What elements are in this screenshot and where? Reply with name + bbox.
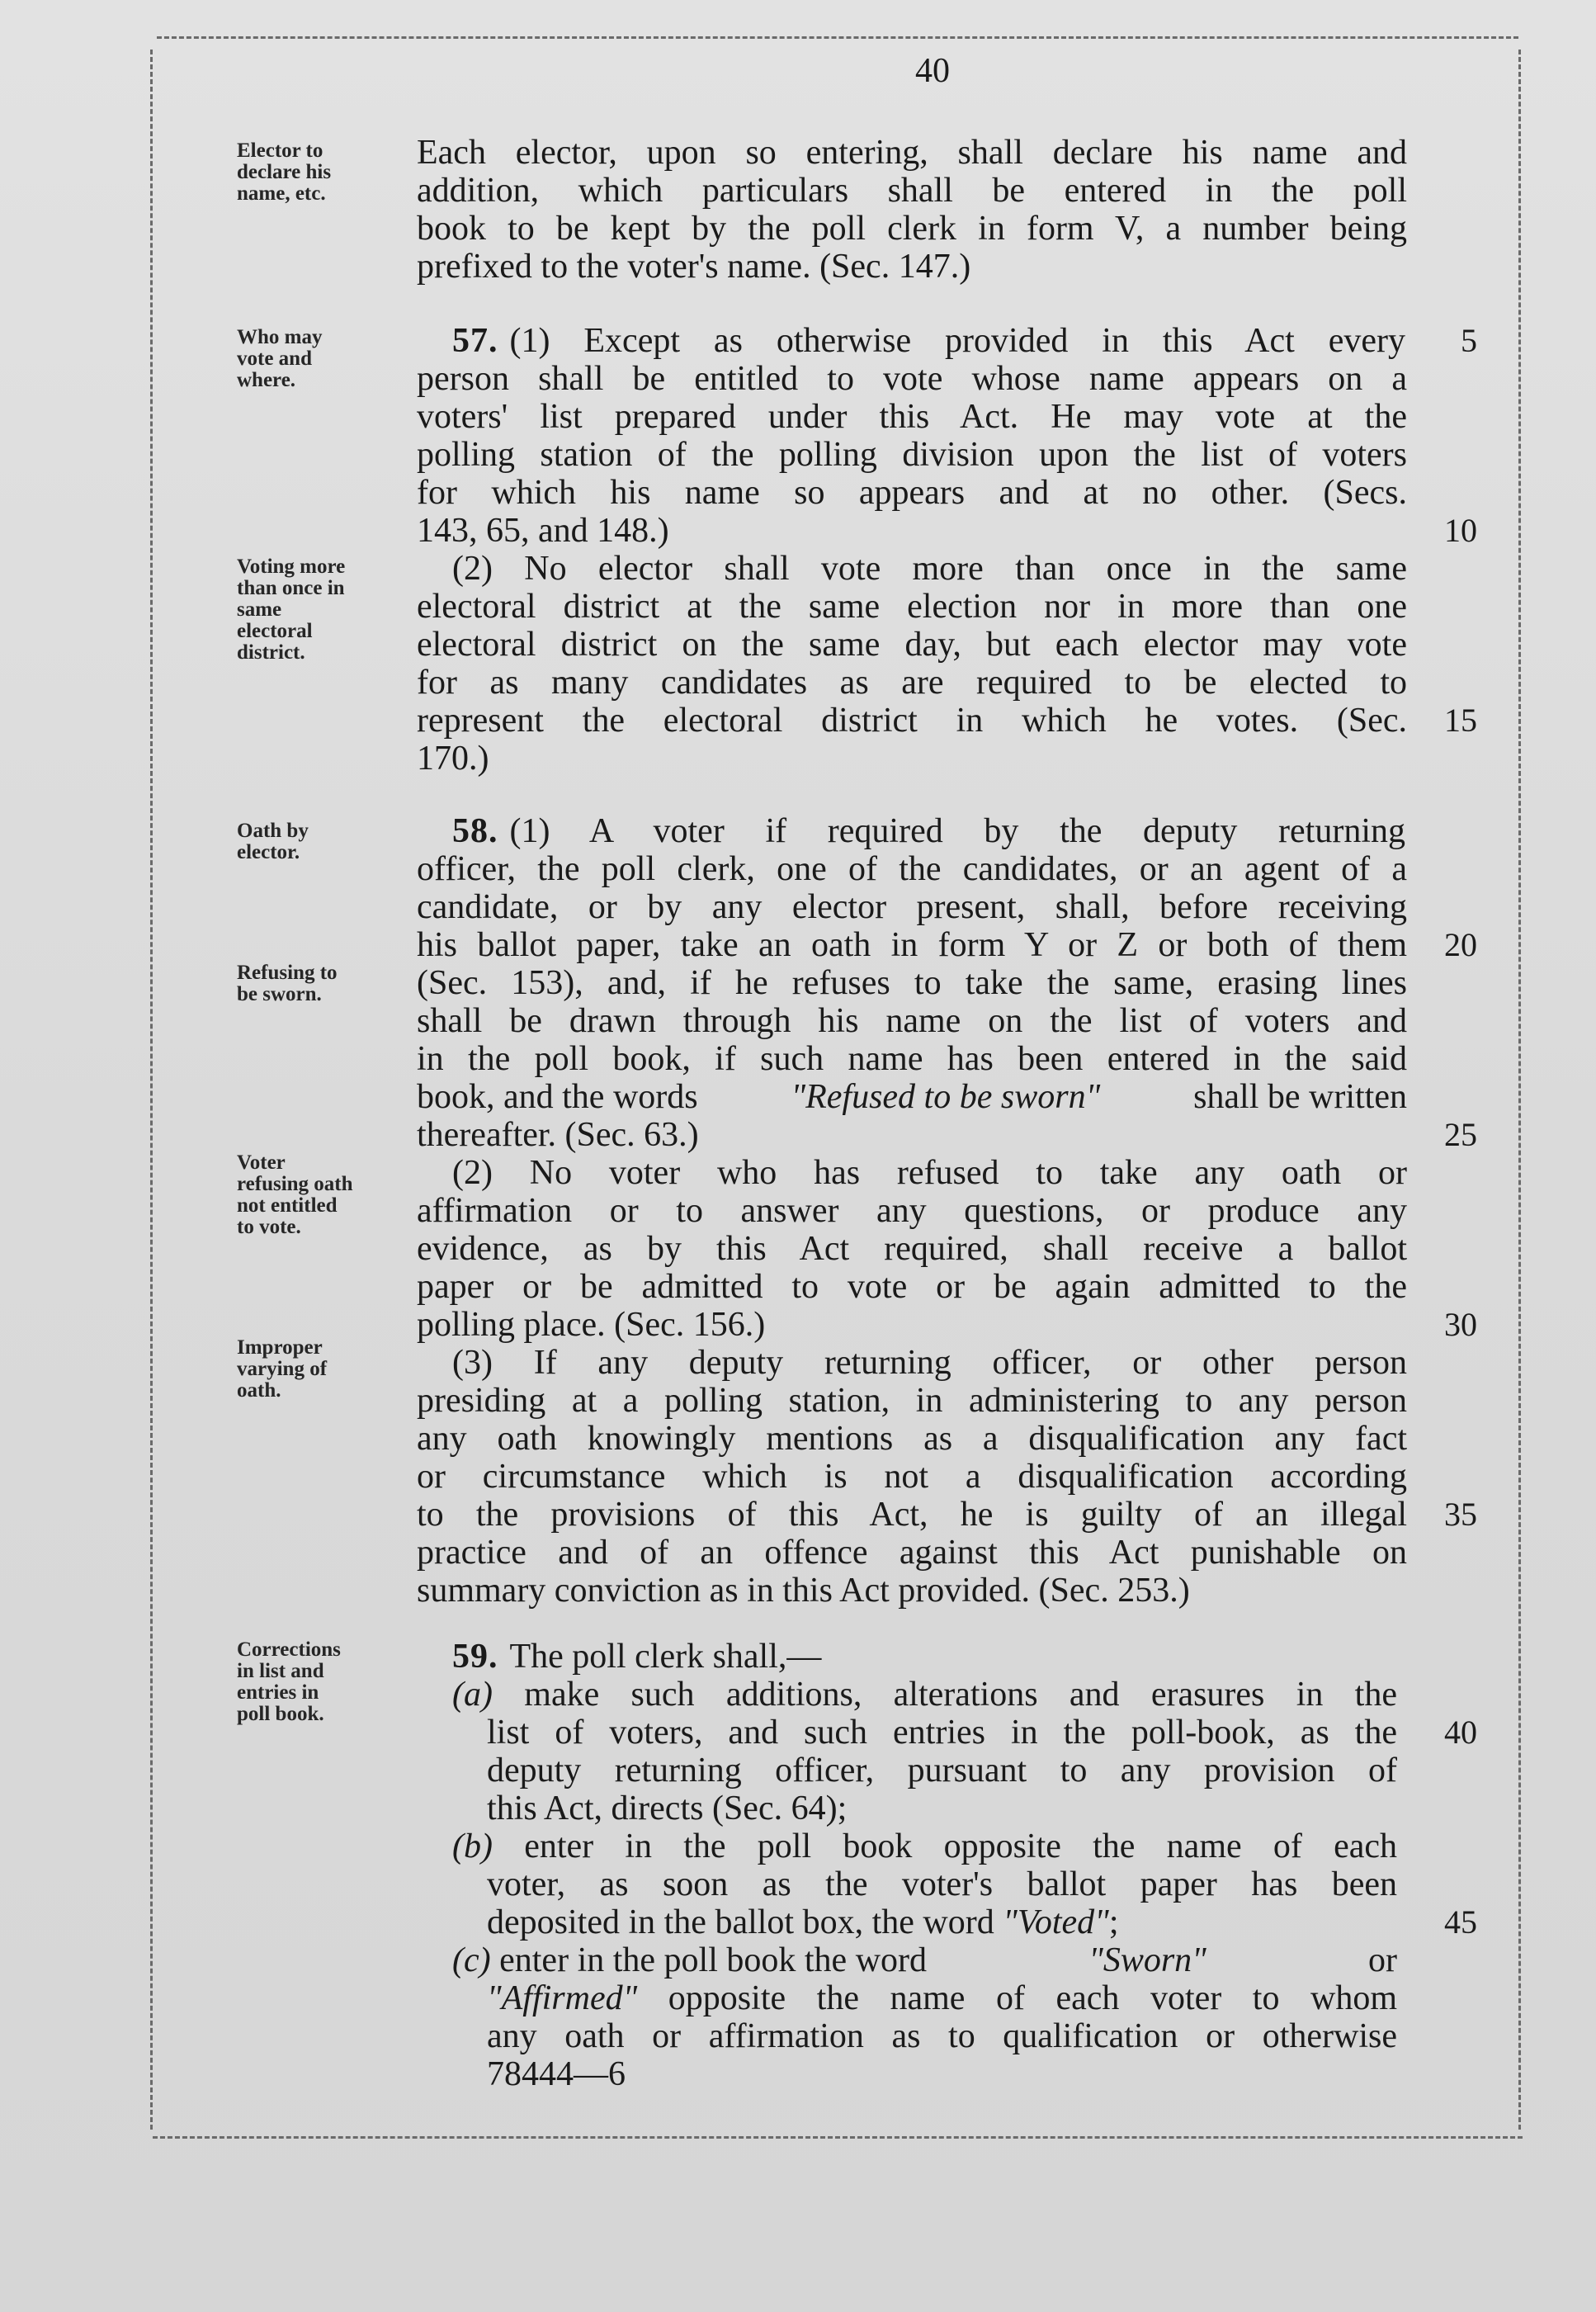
line-number-40: 40 — [1444, 1714, 1477, 1751]
body-line: voters' list prepared under this Act. He may vote at the — [417, 398, 1407, 436]
body-line: polling place. (Sec. 156.) — [417, 1306, 766, 1344]
body-text-segment — [452, 1941, 936, 1979]
body-line: practice and of an offence against this Act punishable on — [417, 1534, 1407, 1572]
section-58-heading-line — [452, 812, 1405, 850]
page-border-left — [150, 50, 153, 2130]
body-line: this Act, directs (Sec. 64); — [487, 1790, 848, 1827]
body-line: polling station of the polling division upon the list of voters — [417, 436, 1407, 474]
body-line: or circumstance which is not a disqualification according — [417, 1458, 1407, 1496]
body-line: book to be kept by the poll clerk in form V, a number being — [417, 210, 1407, 248]
body-line: (2) No voter who has refused to take any oath or — [452, 1154, 1407, 1192]
body-line: (Sec. 153), and, if he refuses to take the same, erasing lines — [417, 964, 1407, 1002]
body-line: his ballot paper, take an oath in form Y or Z or both of them — [417, 926, 1407, 964]
voted-phrase: "Voted" — [1003, 1903, 1109, 1941]
body-line: affirmation or to answer any questions, or produce any — [417, 1192, 1407, 1230]
line-number-5: 5 — [1461, 322, 1477, 359]
body-line: officer, the poll clerk, one of the candidates, or an agent of a — [417, 850, 1407, 888]
line-number-25: 25 — [1444, 1116, 1477, 1153]
body-line: represent the electoral district in which he votes. (Sec. — [417, 702, 1407, 740]
paragraph-b-line — [452, 1827, 1397, 1865]
body-line: presiding at a polling station, in administering to any person — [417, 1382, 1407, 1420]
body-line: voter, as soon as the voter's ballot paper has been — [487, 1865, 1397, 1903]
body-line: person shall be entitled to vote whose name appears on a — [417, 360, 1407, 398]
body-line: candidate, or by any elector present, shall, before receiving — [417, 888, 1407, 926]
body-line — [487, 1979, 1397, 2017]
body-line: summary conviction as in this Act provided. (Sec. 253.) — [417, 1572, 1190, 1610]
paragraph-label-a: (a) — [452, 1676, 493, 1714]
sworn-phrase: "Sworn" — [1088, 1941, 1206, 1979]
body-text-segment: opposite the name of each voter to whom — [637, 1979, 1397, 2017]
body-line: list of voters, and such entries in the poll-book, as the — [487, 1714, 1397, 1752]
line-number-10: 10 — [1444, 512, 1477, 549]
body-text-segment: ; — [1108, 1903, 1119, 1941]
margin-note-oath-by-elector: Oath by elector. — [237, 820, 309, 863]
body-line: 170.) — [417, 740, 489, 778]
line-number-35: 35 — [1444, 1496, 1477, 1533]
body-line: deputy returning officer, pursuant to any provision of — [487, 1752, 1397, 1790]
print-signature: 78444—6 — [487, 2055, 626, 2093]
page-number: 40 — [915, 52, 950, 90]
margin-note-voter-refusing-oath: Voter refusing oath not entitled to vote. — [237, 1151, 353, 1238]
body-line: for as many candidates as are required to be elected to — [417, 664, 1407, 702]
margin-note-voting-more-than-once: Voting more than once in same electoral district. — [237, 556, 346, 664]
margin-note-corrections: Corrections in list and entries in poll book. — [237, 1638, 341, 1725]
body-line: Each elector, upon so entering, shall declare his name and — [417, 134, 1407, 172]
body-text-segment: deposited in the ballot box, the word — [487, 1903, 1003, 1941]
body-line — [487, 1903, 1397, 1941]
body-line: prefixed to the voter's name. (Sec. 147.) — [417, 248, 971, 286]
section-number-59: 59. — [452, 1638, 498, 1676]
body-line: electoral district on the same day, but each elector may vote — [417, 626, 1407, 664]
body-line: make such additions, alterations and erasures in the — [492, 1676, 1397, 1714]
body-line: The poll clerk shall,— — [509, 1638, 822, 1676]
body-line: in the poll book, if such name has been entered in the said — [417, 1040, 1407, 1078]
body-text-segment: shall be written — [1193, 1078, 1407, 1116]
margin-note-improper-varying: Improper varying of oath. — [237, 1336, 328, 1402]
body-line: electoral district at the same election nor in more than one — [417, 588, 1407, 626]
body-line: any oath or affirmation as to qualification or otherwise — [487, 2017, 1397, 2055]
paragraph-label-b: (b) — [452, 1827, 493, 1865]
body-line: (3) If any deputy returning officer, or other person — [452, 1344, 1407, 1382]
line-number-30: 30 — [1444, 1306, 1477, 1343]
section-number-58: 58. — [452, 812, 498, 850]
affirmed-phrase: "Affirmed" — [487, 1979, 638, 2017]
page-border-right — [1518, 50, 1521, 2130]
body-line: any oath knowingly mentions as a disqualification any fact — [417, 1420, 1407, 1458]
line-number-20: 20 — [1444, 926, 1477, 963]
margin-note-refusing-sworn: Refusing to be sworn. — [237, 962, 338, 1005]
body-line: paper or be admitted to vote or be again admitted to the — [417, 1268, 1407, 1306]
body-line: for which his name so appears and at no other. (Secs. — [417, 474, 1407, 512]
section-57-heading-line — [452, 322, 1405, 360]
body-line: shall be drawn through his name on the list of voters and — [417, 1002, 1407, 1040]
body-line: addition, which particulars shall be entered in the poll — [417, 172, 1407, 210]
body-text-segment: book, and the words — [417, 1078, 698, 1116]
line-number-45: 45 — [1444, 1903, 1477, 1941]
section-number-57: 57. — [452, 322, 498, 360]
body-line — [417, 1078, 1407, 1116]
line-number-15: 15 — [1444, 702, 1477, 739]
page-border-bottom — [153, 2136, 1523, 2139]
body-line: evidence, as by this Act required, shall receive a ballot — [417, 1230, 1407, 1268]
body-line: (1) Except as otherwise provided in this Act every — [509, 322, 1405, 360]
body-line: thereafter. (Sec. 63.) — [417, 1116, 699, 1154]
body-text-segment: or — [1359, 1941, 1397, 1979]
margin-note-who-may-vote: Who may vote and where. — [237, 326, 323, 391]
page-border-top — [157, 36, 1518, 39]
paragraph-label-c: (c) — [452, 1941, 491, 1979]
body-text-segment: enter in the poll book the word — [490, 1941, 936, 1979]
refused-to-be-sworn-phrase: "Refused to be sworn" — [791, 1078, 1101, 1116]
paragraph-a-line — [452, 1676, 1397, 1714]
paragraph-c-line — [452, 1941, 1397, 1979]
body-line: 143, 65, and 148.) — [417, 512, 669, 550]
body-line: (1) A voter if required by the deputy returning — [509, 812, 1405, 850]
body-line: to the provisions of this Act, he is guilty of an illegal — [417, 1496, 1407, 1534]
margin-note-elector-declare: Elector to declare his name, etc. — [237, 139, 332, 205]
body-line: enter in the poll book opposite the name of each — [492, 1827, 1397, 1865]
body-line: (2) No elector shall vote more than once in the same — [452, 550, 1407, 588]
section-59-heading-line — [452, 1638, 1407, 1676]
